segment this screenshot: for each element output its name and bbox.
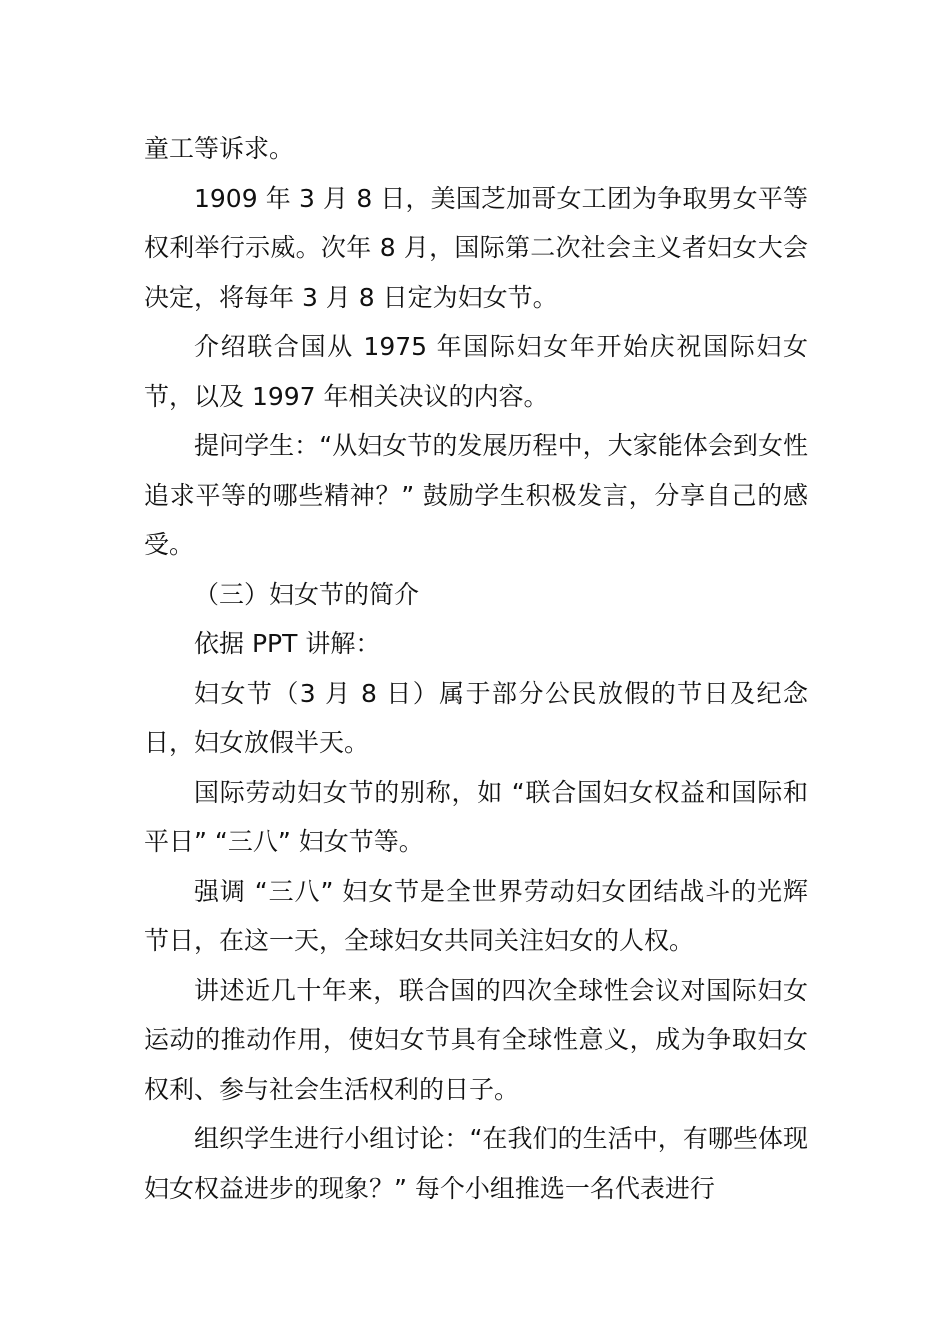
paragraph-ppt-explanation: 依据 PPT 讲解： (194, 629, 381, 658)
paragraph-holiday-info: 妇女节（3 月 8 日）属于部分公民放假的节日及纪念日，妇女放假半天。 (144, 678, 808, 757)
paragraph-un-conferences: 讲述近几十年来，联合国的四次全球性会议对国际妇女运动的推动作用，使妇女节具有全球性意义，成为争取妇女权利、参与社会生活权利的日子。 (144, 975, 808, 1104)
paragraph-1909-history: 1909 年 3 月 8 日，美国芝加哥女工团为争取男女平等权利举行示威。次年 8 月，国际第二次社会主义者妇女大会决定，将每年 3 月 8 日定为妇女节。 (144, 183, 808, 312)
paragraph-question-students: 提问学生：“从妇女节的发展历程中，大家能体会到女性追求平等的哪些精神？” 鼓励学生积极发言，分享自己的感受。 (144, 431, 808, 559)
paragraph-continuation: 童工等诉求。 (144, 134, 295, 163)
document-body (144, 124, 808, 1213)
paragraph-group-discussion: 组织学生进行小组讨论：“在我们的生活中，有哪些体现妇女权益进步的现象？” 每个小组推选一名代表进行 (144, 1124, 808, 1203)
section-heading-introduction: （三）妇女节的简介 (194, 579, 420, 609)
paragraph-alternate-names: 国际劳动妇女节的别称，如 “联合国妇女权益和国际和平日” “三八” 妇女节等。 (144, 777, 808, 856)
paragraph-emphasis: 强调 “三八” 妇女节是全世界劳动妇女团结战斗的光辉节日，在这一天，全球妇女共同关注妇女的人权。 (144, 876, 808, 955)
paragraph-un-celebration: 介绍联合国从 1975 年国际妇女年开始庆祝国际妇女节，以及 1997 年相关决议的内容。 (144, 332, 808, 411)
